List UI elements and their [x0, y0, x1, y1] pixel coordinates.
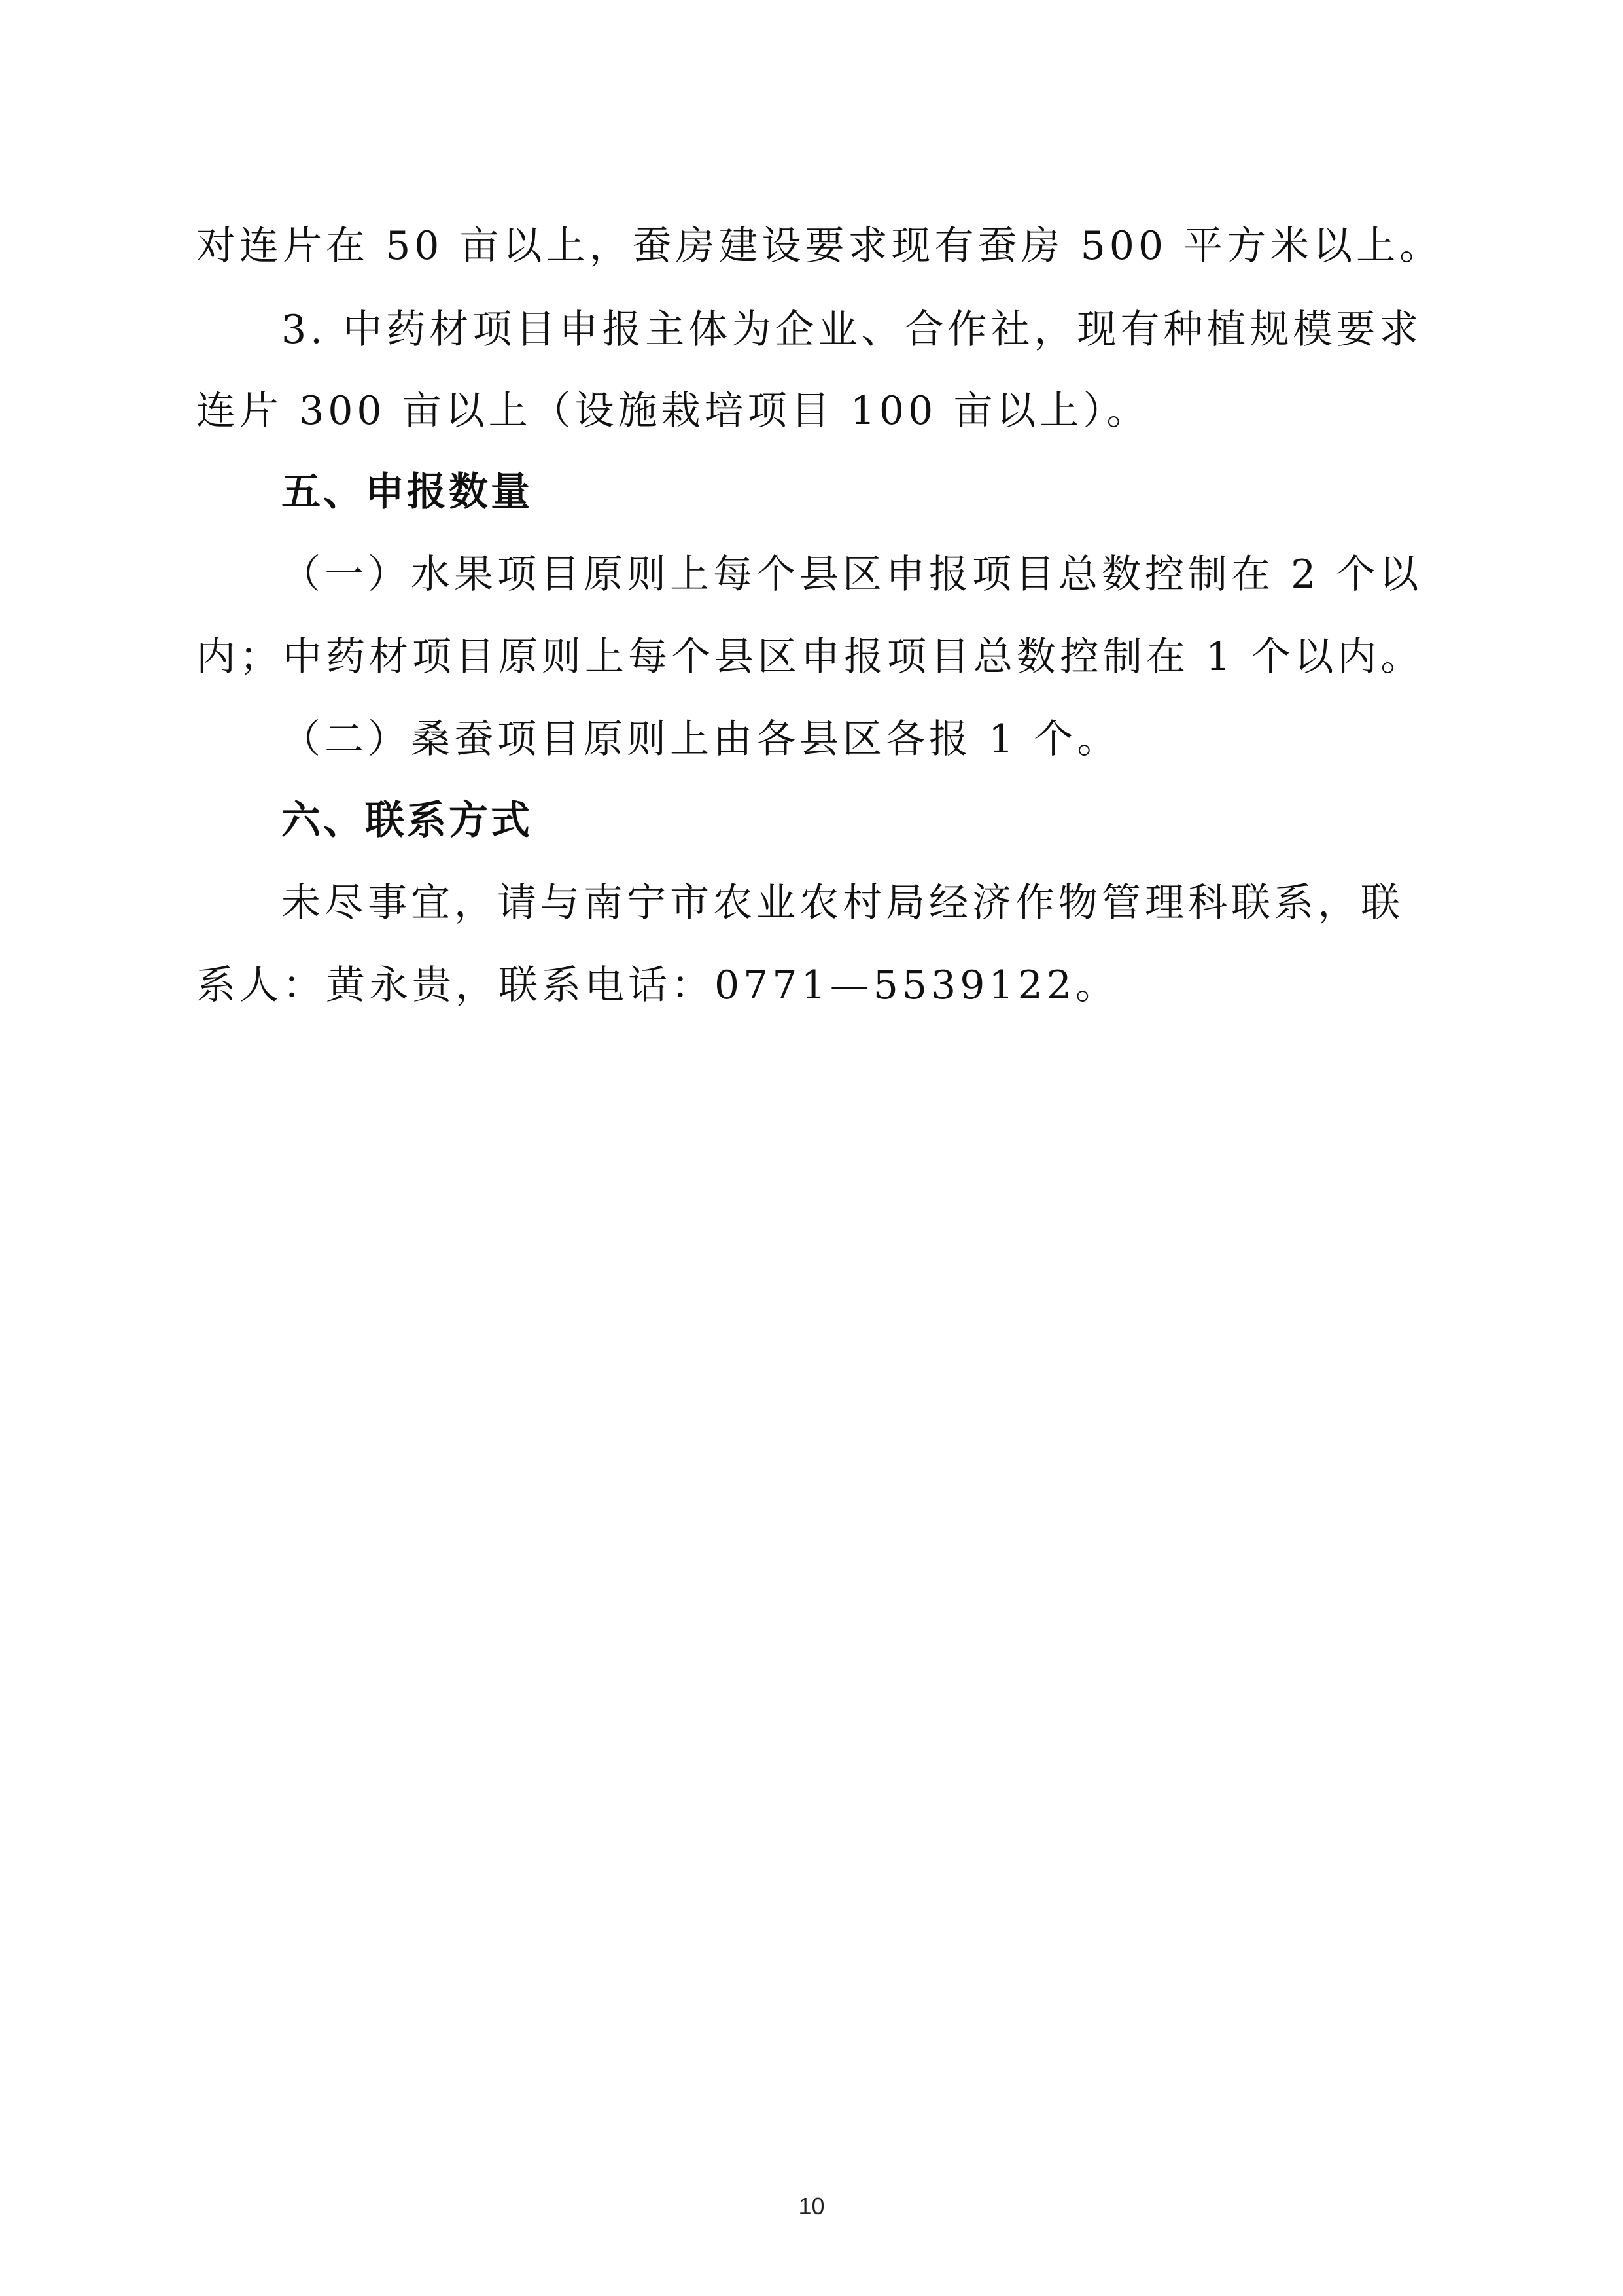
- paragraph-line-3: 连片 300 亩以上（设施栽培项目 100 亩以上）。: [196, 388, 1150, 434]
- paragraph-line-4: （一）水果项目原则上每个县区申报项目总数控制在 2 个以: [281, 552, 1423, 597]
- paragraph-line-6: （二）桑蚕项目原则上由各县区各报 1 个。: [281, 716, 1121, 762]
- section-heading-5: 五、申报数量: [281, 469, 532, 515]
- paragraph-line-1: 对连片在 50 亩以上，蚕房建设要求现有蚕房 500 平方米以上。: [196, 223, 1443, 269]
- section-heading-6: 六、联系方式: [281, 798, 532, 843]
- paragraph-line-8: 系人：黄永贵，联系电话：0771—5539122。: [196, 963, 1119, 1008]
- paragraph-line-2: 3. 中药材项目申报主体为企业、合作社，现有种植规模要求: [281, 307, 1423, 353]
- paragraph-line-5: 内；中药材项目原则上每个县区申报项目总数控制在 1 个以内。: [196, 634, 1424, 680]
- paragraph-line-7: 未尽事宜，请与南宁市农业农村局经济作物管理科联系，联: [281, 880, 1404, 926]
- page-number: 10: [798, 2193, 825, 2219]
